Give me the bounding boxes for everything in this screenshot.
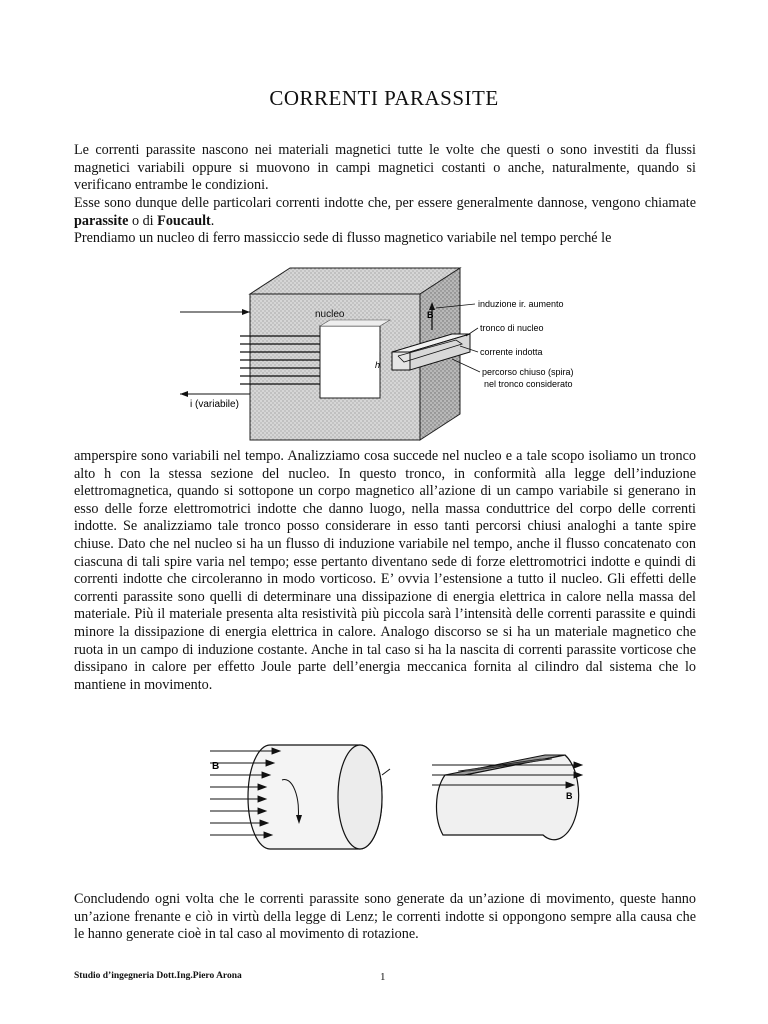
cylinder [248,745,390,849]
body-paragraph: amperspire sono variabili nel tempo. Analizziamo cosa succede nel nucleo e a tale scopo isoliamo un tronco alto h con la stessa sezione del nucleo. In questo tronco, in conformità alla legge dell’induzione elettromagnetica, quando si sottopone un corpo magnetico all’azione di un campo variabile si generano in esso delle forze elettromotrici indotte che danno luogo, nella massa conduttrice del corpo delle correnti indotte. Se analizziamo tale tronco posso considerare in esso tanti percorsi chiusi analoghi a tante spire chiuse. Dato che nel nucleo si ha un flusso di induzione variabile nel tempo, anche il flusso concatenato con ciascuna di tali spire varia nel tempo; esse pertanto diventano sede di forze elettromotrici indotte e quindi di correnti indotte che circoleranno in modo vorticoso. E’ ovvia l’estensione a tutto il nucleo. Gli effetti delle correnti parassite sono quelli di determinare una dissipazione di energia elettrica in calore nella massa del materiale. Più il materiale presenta alta resistività più piccola sarà l’intensità delle correnti parassite e quindi minore la dissipazione di energia elettrica in calore. Analogo discorso se si ha un materiale magnetico che ruota in un campo di induzione costante. Anche in tal caso si ha la nascita di correnti parassite vorticose che dissipano in calore per effetto Joule parte dell’energia meccanica fornita al cilindro dal sistema che lo mantiene in movimento. [74,448,696,693]
term-parassite: parassite [74,212,129,229]
figure-rotating-cylinder [200,725,620,855]
callout-induzione: induzione ir. aumento [478,299,564,309]
intro-paragraph-3: Prendiamo un nucleo di ferro massiccio sede di flusso magnetico variabile nel tempo perché le [74,230,612,246]
page-title: CORRENTI PARASSITE [269,86,499,110]
label-B: B [427,310,434,320]
label-B-left: B [212,761,220,772]
intro-p2-end: . [210,212,215,229]
intro-p2-start: Esse sono dunque delle particolari correnti indotte che, per essere generalmente dannose, vengono chiamate [74,195,696,211]
intro-paragraph-1: Le correnti parassite nascono nei materiali magnetici tutte le volte che questi o sono investiti da flussi magnetici variabili oppure si muovono in campi magnetici costanti o anche, naturalmente, quando si verificano entrambe le condizioni. [74,142,696,194]
figure-iron-core [170,264,600,444]
intro-paragraph-2 [74,195,696,230]
callout-corrente: corrente indotta [480,347,543,357]
callout-tronco-considerato: nel tronco considerato [484,379,573,389]
label-nucleo: nucleo [315,309,345,320]
intro-p2-mid: o di [128,212,158,229]
callout-percorso: percorso chiuso (spira) [482,367,574,377]
label-h: h [375,360,381,370]
label-current: i (variabile) [190,399,239,410]
callout-tronco: tronco di nucleo [480,323,544,333]
label-B-right: B [566,791,573,801]
term-foucault: Foucault [157,212,211,229]
page-number: 1 [380,971,386,983]
half-cylinder [436,755,578,840]
footer-author: Studio d’ingegneria Dott.Ing.Piero Arona [74,971,242,981]
conclusion-paragraph: Concludendo ogni volta che le correnti parassite sono generate da un’azione di movimento, queste hanno un’azione frenante e ciò in virtù della legge di Lenz; le correnti indotte si oppongono sempre alla causa che le hanno generate cioè in tal caso al movimento di rotazione. [74,891,696,943]
